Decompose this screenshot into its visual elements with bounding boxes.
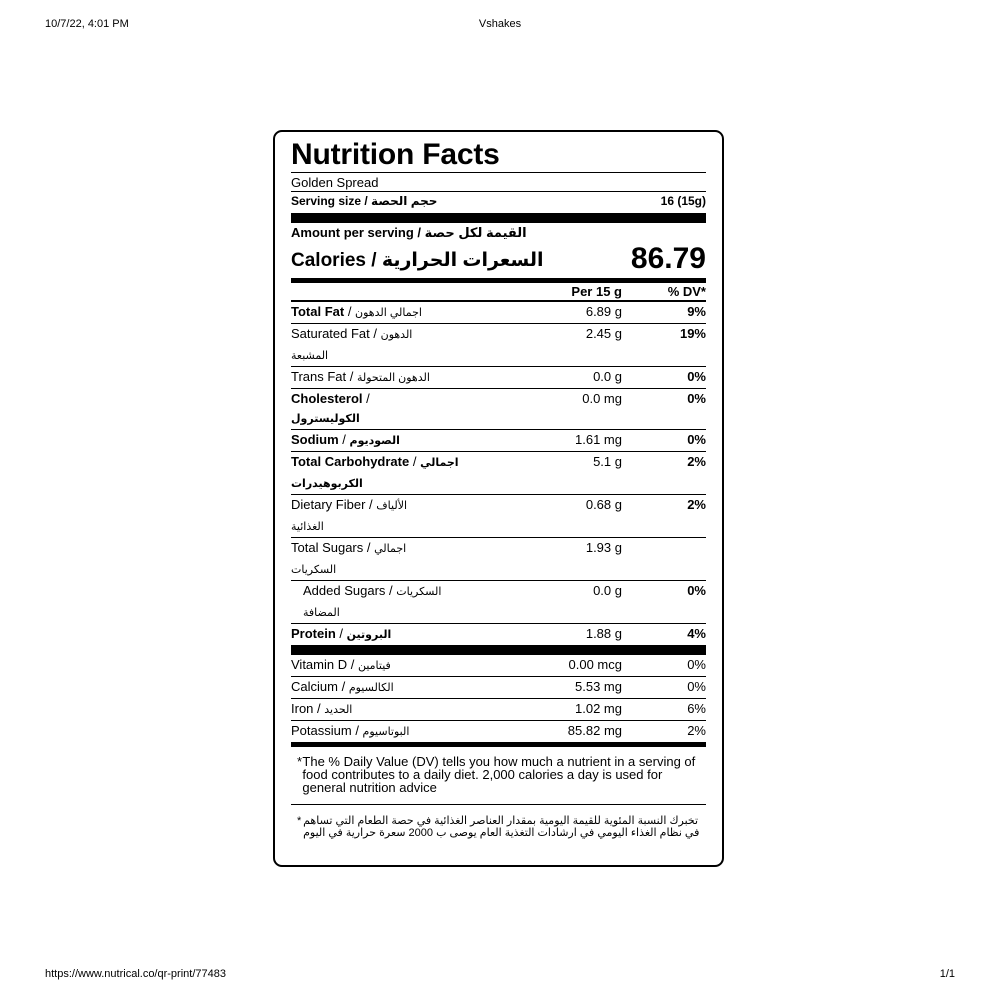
nutrient-name: Protein [291, 626, 336, 641]
nutrient-dv: 2% [687, 454, 706, 469]
nutrient-name: Dietary Fiber [291, 497, 366, 512]
calories-value: 86.79 [630, 242, 706, 275]
nutrient-dv: 0% [687, 432, 706, 447]
serving-size-value: 16 (15g) [660, 194, 706, 208]
nutrient-name: Saturated Fat [291, 326, 370, 341]
nutrient-amount: 6.89 g [585, 304, 622, 319]
print-title: Vshakes [478, 18, 522, 30]
vitamin-row-calcium: Calcium / الكالسيوم 5.53 mg 0% [291, 677, 706, 699]
nutrient-name: Cholesterol [291, 391, 363, 406]
nutrition-label-body [291, 138, 706, 839]
nutrient-amount: 1.88 g [585, 626, 622, 641]
serving-size-row [291, 191, 706, 210]
nutrient-dv: 4% [687, 626, 706, 641]
nutrient-dv: 0% [687, 583, 706, 598]
nutrient-name-arabic: اجمالي الكربوهيدرات [291, 457, 459, 490]
vitamin-amount: 85.82 mg [567, 723, 622, 738]
thick-divider [291, 213, 706, 223]
nutrient-dv: 2% [687, 497, 706, 512]
calories-row [291, 240, 706, 276]
nutrient-amount: 0.68 g [585, 497, 622, 512]
nutrient-row-saturated-fat: Saturated Fat / الدهون المشبعة 2.45 g 19% [291, 324, 706, 367]
vitamin-name: Calcium [291, 679, 338, 694]
nutrient-dv: 0% [687, 369, 706, 384]
vitamin-name-arabic: البوتاسيوم [362, 726, 410, 738]
footnote-english-text: The % Daily Value (DV) tells you how much a nutrient in a serving of food contributes to a daily diet. 2,000 calories a day is used for general nutrition advice [302, 754, 696, 795]
nutrient-row-total-fat: Total Fat / اجمالي الدهون 6.89 g 9% [291, 302, 706, 324]
nutrient-dv: 0% [687, 391, 706, 406]
vitamin-dv: 2% [687, 723, 706, 738]
per-column-header: Per 15 g [571, 284, 622, 299]
nutrient-dv: 19% [679, 326, 706, 341]
amount-per-serving: Amount per serving / القيمة لكل حصة [291, 225, 527, 240]
nutrient-amount: 1.61 mg [575, 432, 622, 447]
vitamin-amount: 1.02 mg [575, 701, 622, 716]
column-header [291, 283, 706, 302]
nutrient-name-arabic: الصوديوم [349, 435, 400, 447]
vitamin-name-arabic: الكالسيوم [348, 682, 394, 694]
dv-column-header: % DV* [667, 284, 706, 299]
nutrient-amount: 2.45 g [585, 326, 622, 341]
nutrient-row-trans-fat: Trans Fat / الدهون المتحولة 0.0 g 0% [291, 367, 706, 389]
nutrient-amount: 1.93 g [585, 540, 622, 555]
nutrient-name: Total Fat [291, 304, 345, 319]
nutrient-name-arabic: اجمالي السكريات [291, 543, 407, 576]
nutrient-amount: 0.0 g [593, 369, 622, 384]
page-number: 1/1 [939, 968, 955, 980]
vitamin-name: Vitamin D [291, 657, 348, 672]
nutrient-name: Added Sugars [303, 583, 386, 598]
nutrient-row-total-sugars: Total Sugars / اجمالي السكريات 1.93 g [291, 538, 706, 581]
vitamin-name: Iron [291, 701, 314, 716]
nutrient-dv: 9% [687, 304, 706, 319]
nutrient-name-arabic: الألياف الغذائية [291, 500, 408, 533]
nutrient-name: Total Carbohydrate [291, 454, 410, 469]
nutrient-row-added-sugars: Added Sugars / السكريات المضافة 0.0 g 0% [291, 581, 706, 624]
nutrient-row-sodium: Sodium / الصوديوم 1.61 mg 0% [291, 430, 706, 452]
nutrient-dv [622, 538, 706, 580]
nutrient-name-arabic: الدهون المتحولة [357, 372, 430, 384]
nutrient-name-arabic: الكوليسترول [291, 413, 360, 425]
vitamin-row-vitamin-d: Vitamin D / فيتامين 0.00 mcg 0% [291, 655, 706, 677]
nutrient-name: Total Sugars [291, 540, 364, 555]
nutrient-name-arabic: البروتين [346, 629, 392, 641]
nutrient-amount: 0.0 g [593, 583, 622, 598]
vitamin-name-arabic: الحديد [324, 704, 353, 716]
vitamin-name: Potassium [291, 723, 352, 738]
nutrient-row-total-carbohydrate: Total Carbohydrate / اجمالي الكربوهيدرات 5.1 g 2% [291, 452, 706, 495]
footnote-star: * [297, 754, 303, 769]
nutrient-row-protein: Protein / البروتين 1.88 g 4% [291, 624, 706, 645]
nutrient-amount: 0.0 mg [582, 391, 622, 406]
footnote-arabic [291, 815, 706, 839]
vitamin-name-arabic: فيتامين [357, 660, 391, 672]
nutrition-label [273, 130, 724, 867]
nutrient-name: Trans Fat [291, 369, 347, 384]
nutrient-name-arabic: الدهون المشبعة [291, 329, 413, 362]
vitamin-row-potassium: Potassium / البوتاسيوم 85.82 mg 2% [291, 721, 706, 747]
footnote-arabic-text: تخبرك النسبة المئوية للقيمة اليومية بمقدار العناصر الغذائية في حصة الطعام التي تساهم في نظام الغذاء اليومي في ارشادات التغذية العام يوصى ب 2000 سعرة حرارية في اليوم [303, 815, 700, 839]
nutrient-amount: 5.1 g [593, 454, 622, 469]
footnote-english [291, 755, 706, 794]
nutrient-name: Sodium [291, 432, 339, 447]
print-date: 10/7/22, 4:01 PM [45, 18, 129, 30]
print-url: https://www.nutrical.co/qr-print/77483 [45, 968, 226, 980]
nutrient-name-arabic: السكريات المضافة [303, 586, 442, 619]
footnote-star: * [297, 815, 302, 827]
calories-label: Calories / السعرات الحرارية [291, 250, 544, 271]
vitamin-amount: 5.53 mg [575, 679, 622, 694]
product-name: Golden Spread [291, 172, 706, 191]
vitamin-dv: 0% [687, 679, 706, 694]
nutrient-name-arabic: اجمالي الدهون [355, 307, 422, 319]
serving-size-label: Serving size / حجم الحصة [291, 194, 438, 208]
nutrient-row-cholesterol: Cholesterol / الكوليسترول 0.0 mg 0% [291, 389, 706, 430]
vitamin-amount: 0.00 mcg [568, 657, 622, 672]
nutrition-facts-title: Nutrition Facts [291, 138, 500, 171]
vitamin-dv: 0% [687, 657, 706, 672]
footnote-divider [291, 804, 706, 805]
vitamin-dv: 6% [687, 701, 706, 716]
thick-divider [291, 645, 706, 655]
nutrient-row-dietary-fiber: Dietary Fiber / الألياف الغذائية 0.68 g 2% [291, 495, 706, 538]
vitamin-row-iron: Iron / الحديد 1.02 mg 6% [291, 699, 706, 721]
